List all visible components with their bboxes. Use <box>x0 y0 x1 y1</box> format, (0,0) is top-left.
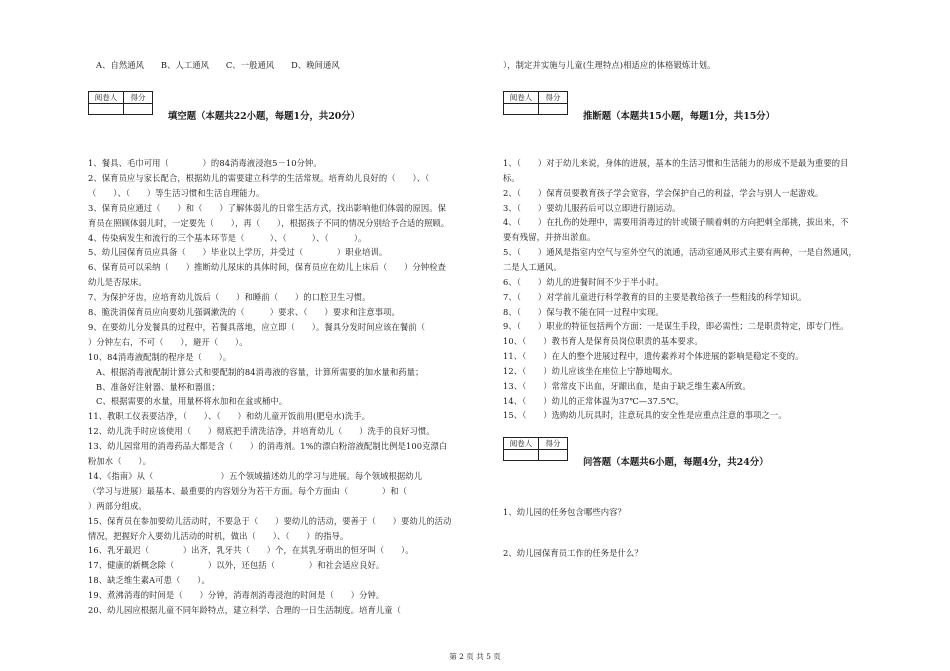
question-line: 11、教职工仪表要洁净，（ ）、（ ）和幼儿童开饭前用(肥皂水)洗手。 <box>88 411 371 422</box>
question-line: 12、（ ）幼儿应该坐在座位上宁静地喝水。 <box>503 365 678 376</box>
grader-cell <box>89 104 124 115</box>
qa-question-2: 2、幼儿园保育员工作的任务是什么？ <box>503 548 643 558</box>
question-line: 二是人工通风。 <box>503 261 562 272</box>
score-label: 得分 <box>539 438 568 450</box>
grader-cell <box>504 104 539 115</box>
question-line: 10、84消毒液配制的程序是（ ）。 <box>88 351 232 362</box>
question-line: 10、（ ）教书育人是保育员岗位职责的基本要求。 <box>503 336 703 347</box>
grader-label: 阅卷人 <box>89 92 124 104</box>
question-line: 9、在要幼儿分发餐具的过程中，若餐具落地，应立即（ ）。餐具分发时间应该在餐前（ <box>88 321 426 332</box>
question-line: 8、（ ）保与教不能在同一过程中实现。 <box>503 306 664 317</box>
grader-cell <box>504 450 539 461</box>
page-footer: 第 2 页 共 5 页 <box>449 652 501 661</box>
question-line: 1、（ ）对于幼儿来说，身体的进展，基本的生活习惯和生活能力的形成不是最为重要的目 <box>503 158 849 168</box>
score-label: 得分 <box>124 92 153 104</box>
question-line: 7、为保护牙齿，应培育幼儿饭后（ ）和睡前（ ）的口腔卫生习惯。 <box>88 292 371 303</box>
question-line: 情况，把握好介入要幼儿活动的时机，做出（ ）、（ ）的指导。 <box>88 530 349 541</box>
question-line: 14、（ ）幼儿的正常体温为37℃—37.5℃。 <box>503 395 684 406</box>
question-line: ）两部分组成。 <box>88 500 147 511</box>
score-label: 得分 <box>539 92 568 104</box>
question-line: 13、（ ）常常皮下出血，牙龈出血，是由于缺乏维生素A所致。 <box>503 380 751 391</box>
question-line: 粉加水（ ）。 <box>88 456 152 466</box>
question-line: 1、餐具、毛巾可用（ ）的84消毒液浸泡5－10分钟。 <box>88 158 322 168</box>
question-line: 19、煮沸消毒的时间是（ ）分钟，消毒剂消毒浸泡的时间是（ ）分钟。 <box>88 590 385 601</box>
question-line: 2、（ ）保育员要教育孩子学会宽容，学会保护自己的利益，学会与别人一起游戏。 <box>503 187 824 198</box>
score-table <box>503 91 568 115</box>
question-line: 15、（ ）选购幼儿玩具时，注意玩具的安全性是应重点注意的事项之一。 <box>503 410 787 421</box>
question-line: 13、幼儿园常用的消毒药品大都是含（ ）的消毒剂。1%的漂白粉溶液配制比例是100克漂白 <box>88 441 448 452</box>
question-line: 育员在照顾体弱儿时，一定要先（ ），再（ ），根据孩子不同的情况分别给予合适的照顾。 <box>88 217 450 228</box>
question-line: 5、（ ）通风是指室内空气与室外空气的流通，活动室通风形式主要有两种，一是自然通风， <box>503 247 857 258</box>
question-line: 9、（ ）职业的特征包括两个方面：一是谋生手段，即必需性；二是职责特定，即专门性。 <box>503 321 849 332</box>
question-line: 3、（ ）要幼儿服药后可以立即进行剧运动。 <box>503 202 681 213</box>
qa-question-1: 1、幼儿园的任务包含哪些内容？ <box>503 507 626 517</box>
question-line: 5、幼儿园保育员应具备（ ）毕业以上学历，并受过（ ）职业培训。 <box>88 247 388 258</box>
question-line: 2、保育员应与家长配合，根据幼儿的需要建立科学的生活常规。培育幼儿良好的（ ）、（ <box>88 172 430 183</box>
question-line: 幼儿是否尿床。 <box>88 277 147 288</box>
score-table <box>88 91 153 115</box>
question-line: 7、（ ）对学前儿童进行科学教育的目的主要是教给孩子一些粗浅的科学知识。 <box>503 291 807 302</box>
question-line: 4、传染病发生和流行的三个基本环节是（ ）、（ ）、（ ）。 <box>88 232 367 243</box>
question-line: 17、健康的新概念除（ ）以外，还包括（ ）和社会适应良好。 <box>88 560 385 571</box>
section-title-judgement: 推断题（本题共15小题，每题1分，共15分） <box>583 111 775 122</box>
question-line: 标。 <box>503 172 520 183</box>
continuation-line: ），制定并实施与儿童(生理特点)相适应的体格锻炼计划。 <box>503 60 716 70</box>
grader-label: 阅卷人 <box>504 438 539 450</box>
question-line: 18、缺乏维生素A可患（ ）。 <box>88 575 210 586</box>
question-line: （学习与进展）最基本、最重要的内容划分为若干方面。每个方面由（ ）和（ <box>88 485 408 496</box>
grader-label: 阅卷人 <box>504 92 539 104</box>
question-line: 11、（ ）在人的整个进展过程中，遗传素养对个体进展的影响是稳定不变的。 <box>503 351 804 362</box>
section-title-fill-blank: 填空题（本题共22小题，每题1分，共20分） <box>168 111 360 122</box>
question-line: B、准备好注射器、量杯和器皿； <box>96 381 220 392</box>
question-line: A、根据消毒液配制计算公式和要配制的84消毒液的容量，计算所需要的加水量和药量； <box>96 366 424 377</box>
section-title-qa: 问答题（本题共6小题，每题4分，共24分） <box>583 457 769 468</box>
question-line: 要有残留，并挤出淤血。 <box>503 232 596 243</box>
question-line: C、根据需要的水量，用量杯将水加和在盆或桶中。 <box>96 396 288 407</box>
question-line: 3、保育员应通过（ ）和（ ）了解体弱儿的日常生活方式，找出影响他们体弱的原因。保 <box>88 202 447 213</box>
question-line: （ ）、（ ）等生活习惯和生活自理能力。 <box>88 187 265 198</box>
question-line: 16、乳牙最迟（ ）出齐，乳牙共（ ）个，在其乳牙萌出的恒牙叫（ ）。 <box>88 545 414 556</box>
score-cell <box>539 104 568 115</box>
question-line: 8、脆洗消保育员应向要幼儿强调漱洗的（ ）要求、（ ）要求和注意事项。 <box>88 307 400 317</box>
question-line: 15、保育员在参加要幼儿活动时，不要急于（ ）要幼儿的活动，要善于（ ）要幼儿的活动 <box>88 515 452 526</box>
question-line: 14、《指南》从（ ）五个领域描述幼儿的学习与进展。每个领域根据幼儿 <box>88 470 423 481</box>
question-line: 4、（ ）在扎伤的处理中，需要用消毒过的针或镊子顺着刺的方向把刺全部挑，拔出来，不 <box>503 217 849 228</box>
score-cell <box>124 104 153 115</box>
question-line: ）分钟左右，不可（ ），避开（ ）。 <box>88 336 248 347</box>
question-line: 6、（ ）幼儿的进餐时间不少于半小时。 <box>503 276 664 287</box>
score-table <box>503 437 568 461</box>
question-line: 6、保育员可以采纳（ ）推断幼儿尿床的具体时间，保育员应在幼儿上床后（ ）分钟检查 <box>88 262 447 273</box>
question-line: 20、幼儿园应根据儿童不同年龄特点，建立科学、合理的一日生活制度。培育儿童（ <box>88 605 402 615</box>
score-cell <box>539 450 568 461</box>
question-line: 12、幼儿洗手时应该使用（ ）彻底把手清洗洁净，并培育幼儿（ ）洗手的良好习惯。 <box>88 426 435 437</box>
options-line: A、自然通风 B、人工通风 C、一般通风 D、晚间通风 <box>96 60 340 70</box>
